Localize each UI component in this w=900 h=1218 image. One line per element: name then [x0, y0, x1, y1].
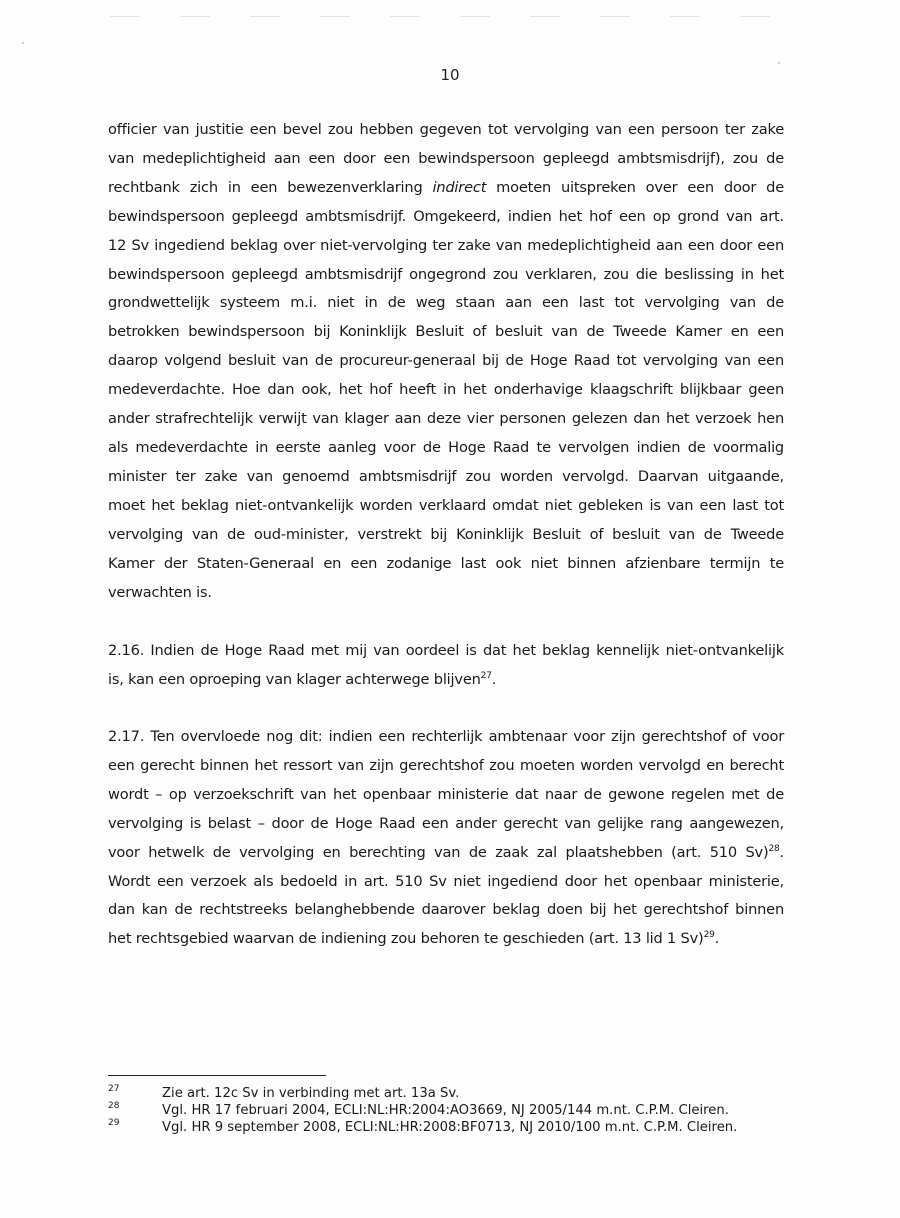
text-line: Wordt een verzoek als bedoeld in art. 510 Sv niet ingediend door het openbaar ministerie, — [108, 872, 784, 890]
text-line: rechtbank zich in een bewezenverklaring indirect moeten uitspreken over een door de — [108, 178, 784, 196]
text-line: minister ter zake van genoemd ambtsmisdrijf zou worden vervolgd. Daarvan uitgaande, — [108, 467, 784, 485]
footnote-text: Vgl. HR 9 september 2008, ECLI:NL:HR:2008:BF0713, NJ 2010/100 m.nt. C.P.M. Cleiren. — [162, 1120, 738, 1135]
text-line: Kamer der Staten-Generaal en een zodanige last ook niet binnen afzienbare termijn te — [108, 554, 784, 572]
text-line: wordt – op verzoekschrift van het openbaar ministerie dat naar de gewone regelen met de — [108, 785, 784, 803]
footnote-29 — [108, 1119, 788, 1136]
text-line: 12 Sv ingediend beklag over niet-vervolging ter zake van medeplichtigheid aan een door een — [108, 236, 784, 254]
footnote-ref-27[interactable]: 27 — [480, 670, 492, 681]
text-line: dan kan de rechtstreeks belanghebbende daarover beklag doen bij het gerechtshof binnen — [108, 901, 784, 919]
text-line: voor hetwelk de vervolging en berechting van de zaak zal plaatshebben (art. 510 Sv)$^{28}$. — [108, 843, 784, 861]
footnote-28 — [108, 1102, 788, 1119]
paragraph-2-17 — [108, 723, 784, 954]
text-line: is, kan een oproeping van klager achterwege blijven$^{27}$. — [108, 670, 497, 688]
scan-speck — [778, 62, 780, 64]
footnote-text: Zie art. 12c Sv in verbinding met art. 13a Sv. — [162, 1086, 460, 1101]
text-line: betrokken bewindspersoon bij Koninklijk Besluit of besluit van de Tweede Kamer en een — [108, 323, 784, 341]
paragraph-2-16 — [108, 637, 784, 695]
text-line: bewindspersoon gepleegd ambtsmisdrijf ongegrond zou verklaren, zou die beslissing in het — [108, 265, 784, 283]
text-line: grondwettelijk systeem m.i. niet in de weg staan aan een last tot vervolging van de — [108, 294, 784, 312]
text-line: 2.16. Indien de Hoge Raad met mij van oordeel is dat het beklag kennelijk niet-ontvankelijk — [108, 642, 784, 659]
page-number: 10 — [440, 66, 460, 84]
text-line: als medeverdachte in eerste aanleg voor de Hoge Raad te vervolgen indien de voormalig — [108, 438, 784, 456]
text-line: een gerecht binnen het ressort van zijn gerechtshof zou moeten worden vervolgd en berecht — [108, 756, 784, 774]
footnotes — [108, 1085, 788, 1136]
scan-artifact-line — [110, 16, 790, 17]
scan-speck — [22, 42, 24, 44]
footnote-number: 28 — [108, 1101, 120, 1111]
text-line: vervolging is belast – door de Hoge Raad een ander gerecht van gelijke rang aangewezen, — [108, 814, 784, 832]
text-line: 2.17. Ten overvloede nog dit: indien een rechterlijk ambtenaar voor zijn gerechtshof of voor — [108, 728, 784, 745]
text-line: het rechtsgebied waarvan de indiening zou behoren te geschieden (art. 13 lid 1 Sv)$^{29}$. — [108, 930, 720, 948]
text-line: bewindspersoon gepleegd ambtsmisdrijf. Omgekeerd, indien het hof een op grond van art. — [108, 207, 784, 225]
footnote-ref-29[interactable]: 29 — [703, 930, 715, 941]
paragraph-continuation — [108, 116, 784, 607]
footnote-number: 29 — [108, 1118, 120, 1128]
footnote-27 — [108, 1085, 788, 1102]
footnote-number: 27 — [108, 1084, 120, 1094]
text-line: verwachten is. — [108, 583, 212, 601]
text-line: vervolging van de oud-minister, verstrekt bij Koninklijk Besluit of besluit van de Tweede — [108, 525, 784, 543]
text-line: officier van justitie een bevel zou hebben gegeven tot vervolging van een persoon ter zake — [108, 121, 784, 138]
text-line: daarop volgend besluit van de procureur-generaal bij de Hoge Raad tot vervolging van een — [108, 352, 784, 370]
footnote-separator — [108, 1075, 326, 1076]
footnote-text: Vgl. HR 17 februari 2004, ECLI:NL:HR:2004:AO3669, NJ 2005/144 m.nt. C.P.M. Cleiren. — [162, 1103, 729, 1118]
italic-term: indirect — [432, 178, 487, 196]
text-line: ander strafrechtelijk verwijt van klager aan deze vier personen gelezen dan het verzoek hen — [108, 410, 784, 428]
text-line: medeverdachte. Hoe dan ook, het hof heeft in het onderhavige klaagschrift blijkbaar geen — [108, 381, 784, 399]
text-line: moet het beklag niet-ontvankelijk worden verklaard omdat niet gebleken is van een last tot — [108, 496, 784, 514]
text-line: van medeplichtigheid aan een door een bewindspersoon gepleegd ambtsmisdrijf), zou de — [108, 149, 784, 167]
footnote-ref-28[interactable]: 28 — [768, 843, 780, 854]
